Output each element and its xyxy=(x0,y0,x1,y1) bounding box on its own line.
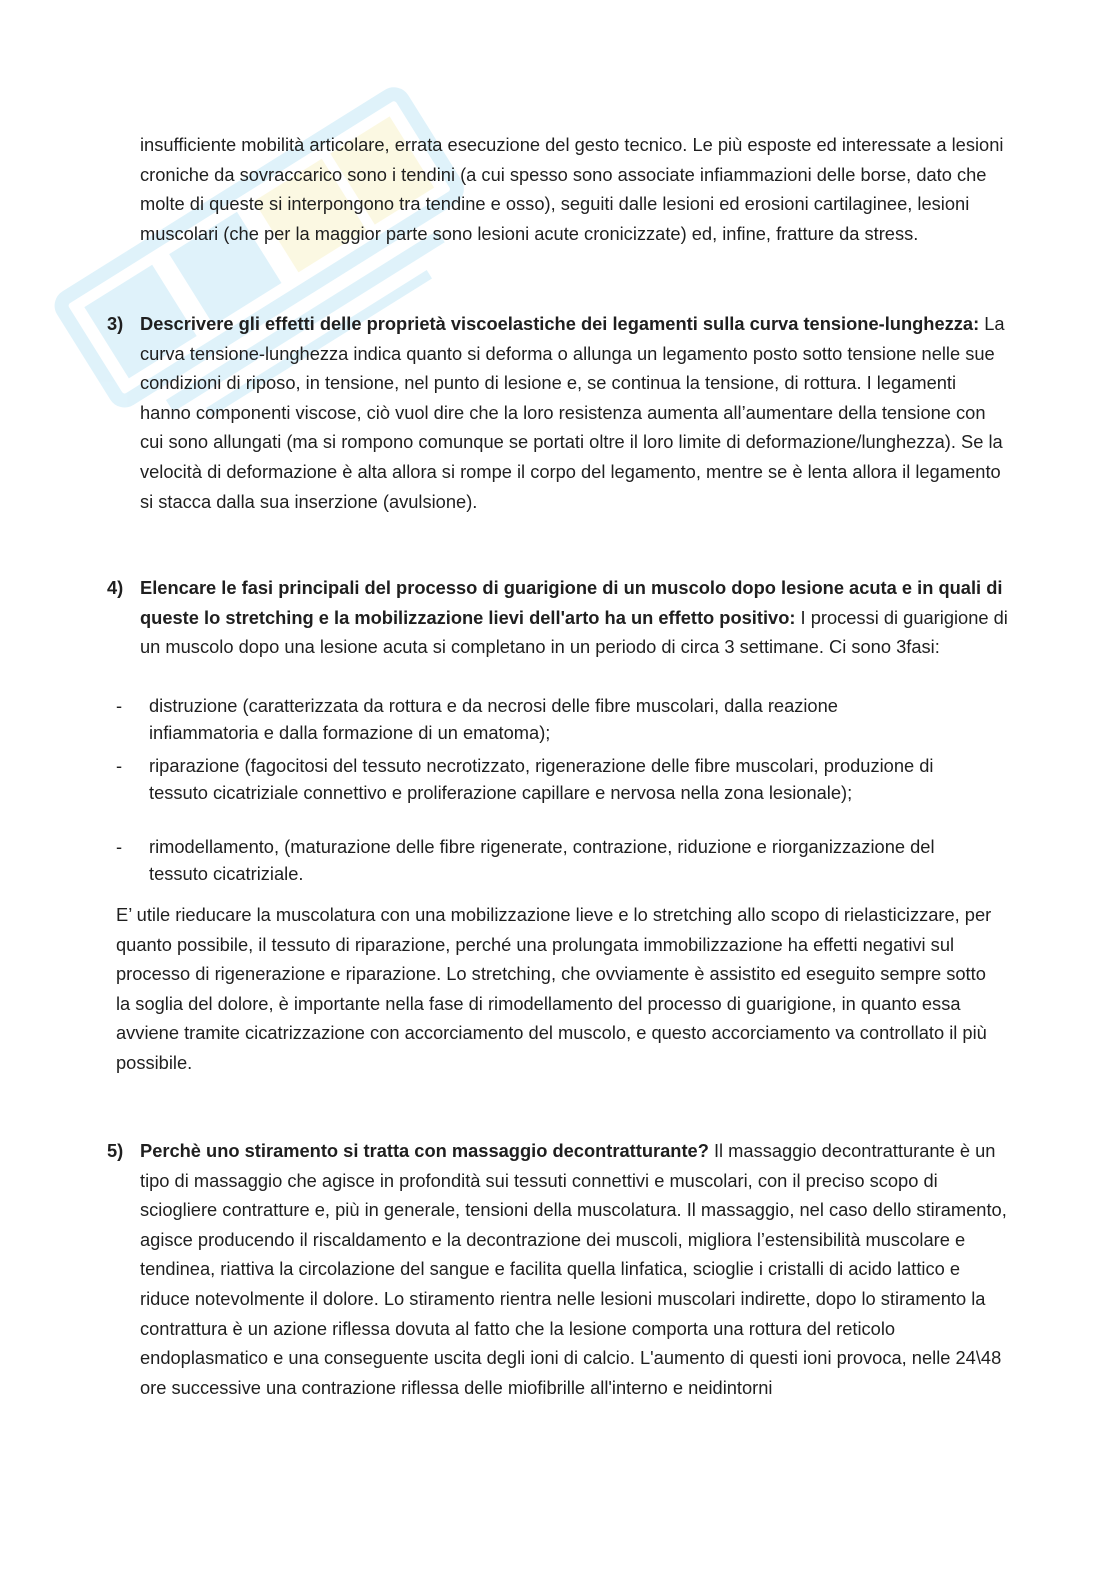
question-3-answer: La curva tensione-lunghezza indica quanto si deforma o allunga un legamento posto sotto tensione nelle sue condizioni di riposo, in tensione, nel punto di lesione e, se continua la tensione, di rottura. I legamenti hanno componenti viscose, ciò vuol dire che la loro resistenza aumenta all’aumentare della tensione con cui sono allungati (ma si rompono comunque se portati oltre il loro limite di deformazione/lunghezza). Se la velocità di deformazione è alta allora si rompe il corpo del legamento, mentre se è lenta allora il legamento si stacca dalla sua inserzione (avulsione). xyxy=(140,313,1005,512)
phase-item-distruzione: distruzione (caratterizzata da rottura e da necrosi delle fibre muscolari, dalla reazione infiammatoria e dalla formazione di un ematoma); xyxy=(149,695,838,743)
phase-item-rimodellamento: rimodellamento, (maturazione delle fibre rigenerate, contrazione, riduzione e riorganizzazione del tessuto cicatriziale. xyxy=(149,836,935,884)
question-4-title: Elencare le fasi principali del processo di guarigione di un muscolo dopo lesione acuta e in quali di queste lo stretching e la mobilizzazione lievi dell'arto ha un effetto positivo: xyxy=(140,577,1003,628)
list-dash: - xyxy=(116,836,123,857)
question-number: 5) xyxy=(107,1140,124,1161)
phase-item-riparazione: riparazione (fagocitosi del tessuto necrotizzato, rigenerazione delle fibre muscolari, produzione di tessuto cicatriziale connettivo e proliferazione capillare e nervosa nella zona lesionale); xyxy=(149,755,934,803)
list-dash: - xyxy=(116,755,123,776)
question-number: 4) xyxy=(107,577,124,598)
question-4-answer: I processi di guarigione di un muscolo dopo una lesione acuta si completano in un periodo di circa 3 settimane. Ci sono 3fasi: xyxy=(140,606,1008,658)
question-5-answer: Il massaggio decontratturante è un tipo di massaggio che agisce in profondità sui tessuti connettivi e muscolari, con il preciso scopo di sciogliere contratture e, più in generale, tensioni della muscolatura. Il massaggio, nel caso dello stiramento, agisce producendo il riscaldamento e la decontrazione dei muscoli, migliora l’estensibilità muscolare e tendinea, riattiva la circolazione del sangue e facilita quella linfatica, scioglie i cristalli di acido lattico e riduce notevolmente il dolore. Lo stiramento rientra nelle lesioni muscolari indirette, dopo lo stiramento la contrattura è un azione riflessa dovuta al fatto che la lesione comporta una rottura del reticolo endoplasmatico e una conseguente uscita degli ioni di calcio. L'aumento di questi ioni provoca, nelle 24\48 ore successive una contrazione riflessa delle miofibrille all'interno e neidintorni xyxy=(140,1140,1007,1398)
question-5-title: Perchè uno stiramento si tratta con massaggio decontratturante? xyxy=(140,1140,709,1161)
question-4-conclusion: E’ utile rieducare la muscolatura con una mobilizzazione lieve e lo stretching allo scopo di rielasticizzare, per quanto possibile, il tessuto di riparazione, perché una prolungata immobilizzazione ha effetti negativi sul processo di rigenerazione e riparazione. Lo stretching, che ovviamente è assistito ed eseguito sempre sotto la soglia del dolore, è importante nella fase di rimodellamento del processo di guarigione, in quanto essa avviene tramite cicatrizzazione con accorciamento del muscolo, e questo accorciamento va controllato il più possibile. xyxy=(116,904,992,1073)
question-4-text xyxy=(140,573,1010,662)
question-3-text xyxy=(140,309,1010,516)
question-3-title: Descrivere gli effetti delle proprietà viscoelastiche dei legamenti sulla curva tensione-lunghezza: xyxy=(140,313,980,334)
intro-paragraph: insufficiente mobilità articolare, errata esecuzione del gesto tecnico. Le più esposte ed interessate a lesioni croniche da sovraccarico sono i tendini (a cui spesso sono associate infiammazioni delle borse, dato che molte di queste si interpongono tra tendine e osso), seguiti dalle lesioni ed erosioni cartilaginee, lesioni muscolari (che per la maggior parte sono lesioni acute cronicizzate) ed, infine, fratture da stress. xyxy=(140,134,1004,244)
question-number: 3) xyxy=(107,313,124,334)
question-5-text xyxy=(140,1136,1010,1402)
list-dash: - xyxy=(116,695,123,716)
